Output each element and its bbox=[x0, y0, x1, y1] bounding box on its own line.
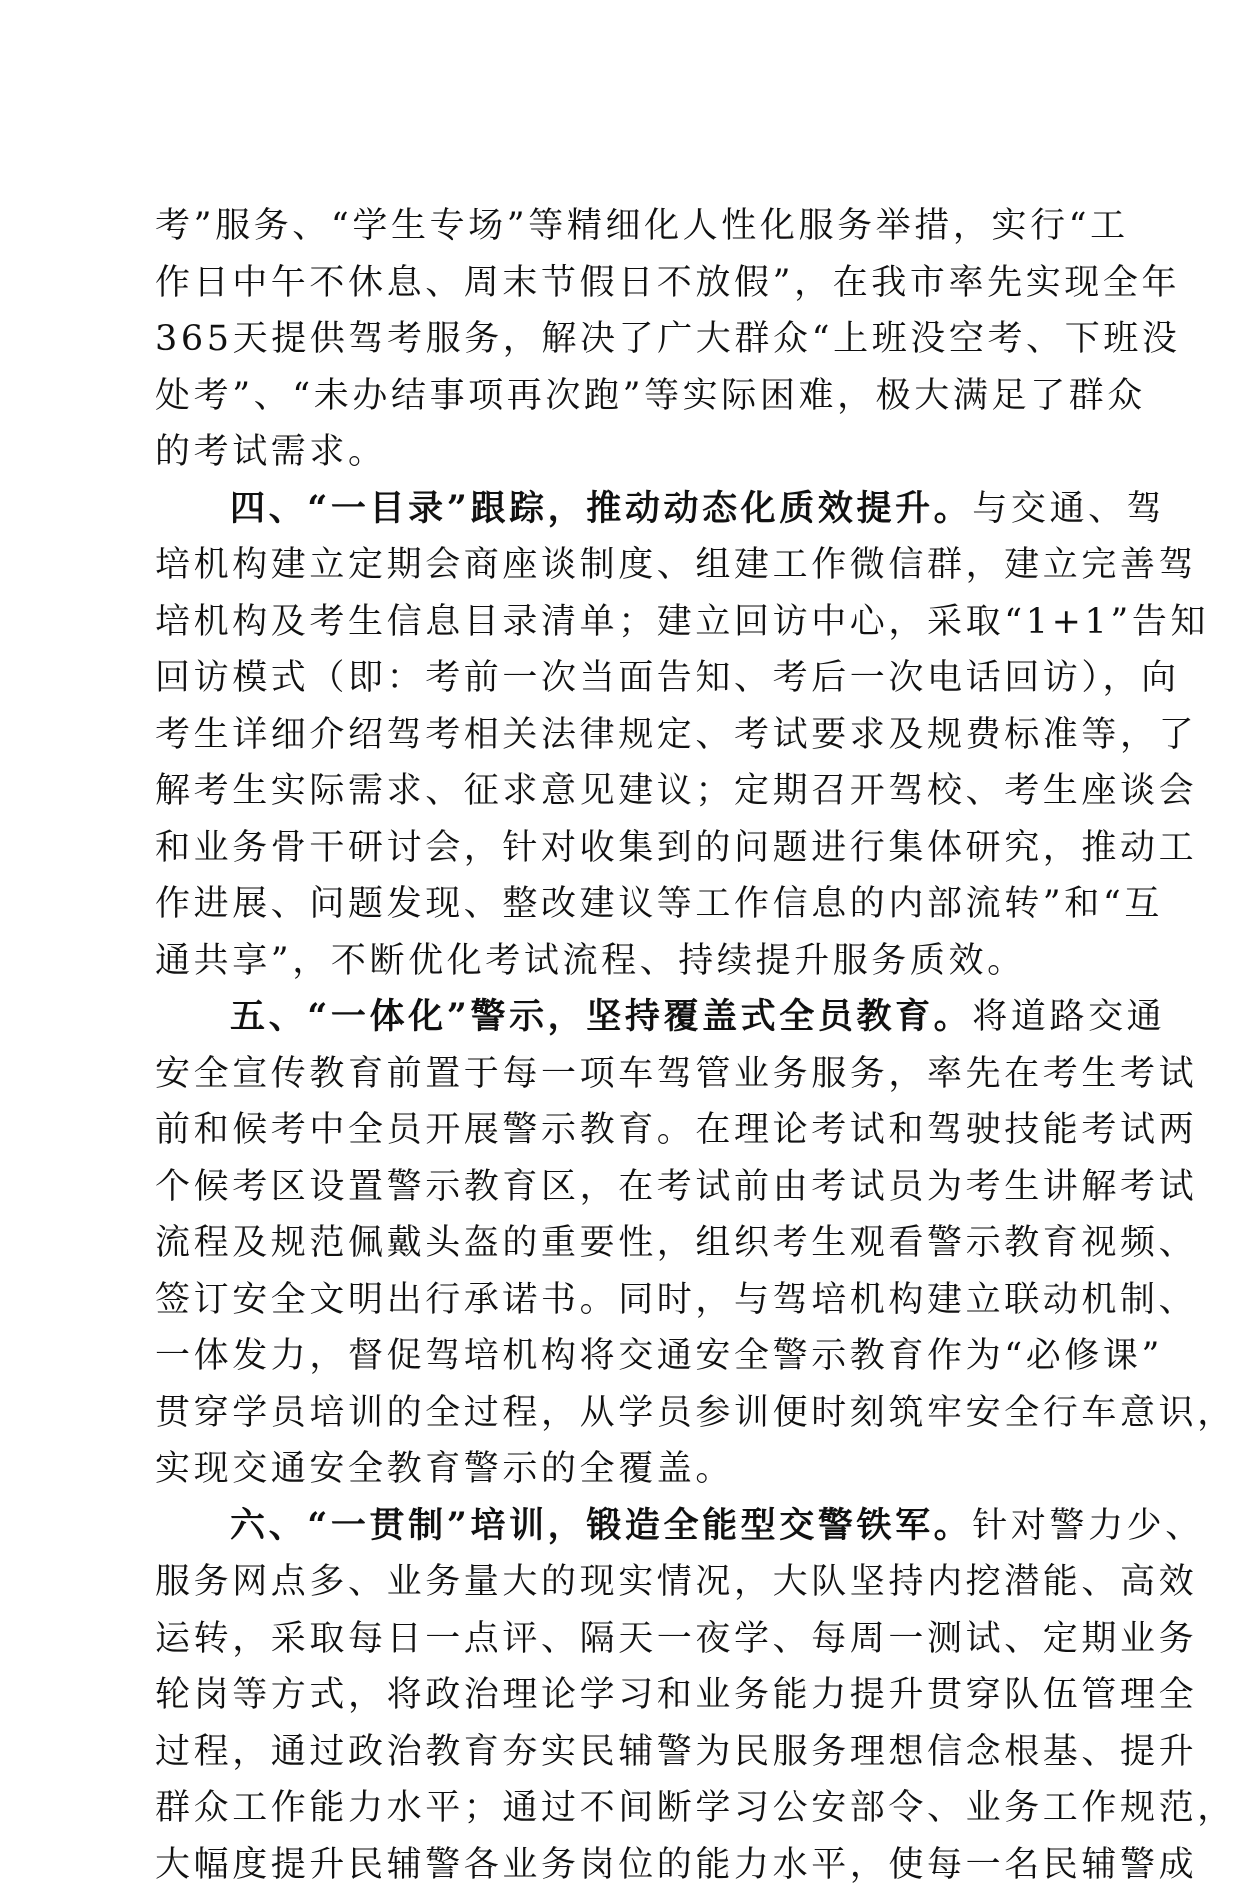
section-6-first-line-rest: 针对警力少、 bbox=[972, 1506, 1204, 1546]
text-line: 签订安全文明出行承诺书。同时，与驾培机构建立联动机制、 bbox=[155, 1272, 1085, 1329]
section-6-paragraph bbox=[155, 1498, 1085, 1893]
text-line: 和业务骨干研讨会，针对收集到的问题进行集体研究，推动工 bbox=[155, 820, 1085, 877]
document-body bbox=[155, 198, 1085, 1893]
section-4-first-line-rest: 与交通、驾 bbox=[972, 489, 1165, 529]
text-line: 回访模式（即：考前一次当面告知、考后一次电话回访），向 bbox=[155, 650, 1085, 707]
text-line: 处考”、“未办结事项再次跑”等实际困难，极大满足了群众 bbox=[155, 368, 1085, 425]
text-line: 服务网点多、业务量大的现实情况，大队坚持内挖潜能、高效 bbox=[155, 1554, 1085, 1611]
section-5-first-line-rest: 将道路交通 bbox=[972, 997, 1165, 1037]
paragraph-continued bbox=[155, 198, 1085, 481]
text-line: 运转，采取每日一点评、隔天一夜学、每周一测试、定期业务 bbox=[155, 1611, 1085, 1668]
section-4-paragraph bbox=[155, 481, 1085, 990]
section-4-first-line bbox=[155, 481, 1085, 538]
section-5-paragraph bbox=[155, 989, 1085, 1498]
section-6-first-line bbox=[155, 1498, 1085, 1555]
section-5-first-line bbox=[155, 989, 1085, 1046]
text-line: 贯穿学员培训的全过程，从学员参训便时刻筑牢安全行车意识， bbox=[155, 1385, 1085, 1442]
section-4-heading: 四、“一目录”跟踪，推动动态化质效提升。 bbox=[230, 488, 972, 529]
text-line: 大幅度提升民辅警各业务岗位的能力水平，使每一名民辅警成 bbox=[155, 1837, 1085, 1893]
text-line: 群众工作能力水平；通过不间断学习公安部令、业务工作规范， bbox=[155, 1780, 1085, 1837]
text-line: 考”服务、“学生专场”等精细化人性化服务举措，实行“工 bbox=[155, 198, 1085, 255]
text-line: 解考生实际需求、征求意见建议；定期召开驾校、考生座谈会 bbox=[155, 763, 1085, 820]
section-5-heading: 五、“一体化”警示，坚持覆盖式全员教育。 bbox=[230, 996, 972, 1037]
text-line: 一体发力，督促驾培机构将交通安全警示教育作为“必修课” bbox=[155, 1328, 1085, 1385]
text-line: 培机构及考生信息目录清单；建立回访中心，采取“1+1”告知 bbox=[155, 594, 1085, 651]
text-line: 过程，通过政治教育夯实民辅警为民服务理想信念根基、提升 bbox=[155, 1724, 1085, 1781]
text-line: 前和候考中全员开展警示教育。在理论考试和驾驶技能考试两 bbox=[155, 1102, 1085, 1159]
text-line: 流程及规范佩戴头盔的重要性，组织考生观看警示教育视频、 bbox=[155, 1215, 1085, 1272]
text-line: 实现交通安全教育警示的全覆盖。 bbox=[155, 1441, 1085, 1498]
text-line: 考生详细介绍驾考相关法律规定、考试要求及规费标准等，了 bbox=[155, 707, 1085, 764]
text-line: 安全宣传教育前置于每一项车驾管业务服务，率先在考生考试 bbox=[155, 1046, 1085, 1103]
text-line: 作日中午不休息、周末节假日不放假”，在我市率先实现全年 bbox=[155, 255, 1085, 312]
section-6-heading: 六、“一贯制”培训，锻造全能型交警铁军。 bbox=[230, 1505, 972, 1546]
text-line: 365天提供驾考服务，解决了广大群众“上班没空考、下班没 bbox=[155, 311, 1085, 368]
text-line: 培机构建立定期会商座谈制度、组建工作微信群，建立完善驾 bbox=[155, 537, 1085, 594]
text-line: 轮岗等方式，将政治理论学习和业务能力提升贯穿队伍管理全 bbox=[155, 1667, 1085, 1724]
text-line: 的考试需求。 bbox=[155, 424, 1085, 481]
text-line: 个候考区设置警示教育区，在考试前由考试员为考生讲解考试 bbox=[155, 1159, 1085, 1216]
text-line: 作进展、问题发现、整改建议等工作信息的内部流转”和“互 bbox=[155, 876, 1085, 933]
text-line: 通共享”，不断优化考试流程、持续提升服务质效。 bbox=[155, 933, 1085, 990]
